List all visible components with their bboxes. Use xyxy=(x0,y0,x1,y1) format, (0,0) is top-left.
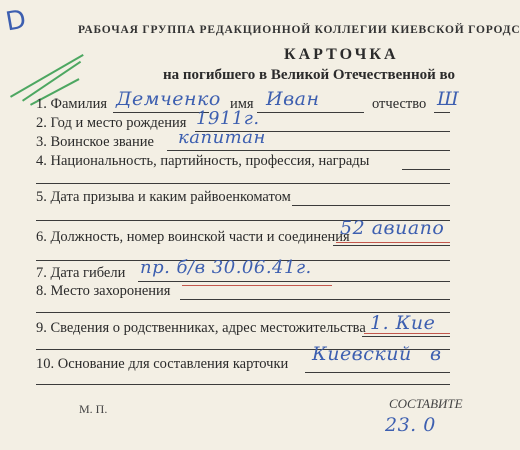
relatives-line xyxy=(362,336,450,337)
burial-line xyxy=(180,299,450,300)
patronymic-value: Ш xyxy=(437,88,460,110)
death-line xyxy=(138,281,450,282)
patronymic-label: отчество xyxy=(372,96,427,112)
nationality-label: 4. Национальность, партийность, профессия, награды xyxy=(36,153,370,169)
name-value: Иван xyxy=(266,88,320,110)
draft-line xyxy=(292,205,450,206)
birth-value: 1911г. xyxy=(196,108,260,129)
surname-label: 1. Фамилия xyxy=(36,96,107,112)
relatives-value: 1. Кие xyxy=(370,312,436,334)
unit-red-underline xyxy=(336,242,450,243)
composed-label: СОСТАВИТЕ xyxy=(389,396,463,411)
basis-value-cont: в xyxy=(430,343,442,365)
basis-value: Киевский xyxy=(312,343,412,365)
composed-date: 23. 0 xyxy=(385,414,436,436)
basis-line-2 xyxy=(36,384,450,385)
death-label: 7. Дата гибели xyxy=(36,265,126,281)
name-line xyxy=(257,112,364,113)
basis-label: 10. Основание для составления карточки xyxy=(36,356,289,372)
name-label: имя xyxy=(230,96,254,112)
rank-line xyxy=(167,150,450,151)
patronymic-line xyxy=(434,112,450,113)
rank-value: капитан xyxy=(178,127,266,148)
surname-value: Демченко xyxy=(116,88,221,110)
death-value: пр. б/в 30.06.41г. xyxy=(140,257,312,278)
green-pen-stroke xyxy=(10,54,84,98)
stamp-place-label: М. П. xyxy=(79,402,108,416)
nationality-line xyxy=(402,169,450,170)
burial-label: 8. Место захоронения xyxy=(36,283,171,299)
unit-label: 6. Должность, номер воинской части и соединения xyxy=(36,229,350,245)
birth-label: 2. Год и место рождения xyxy=(36,115,187,131)
organization-header: РАБОЧАЯ ГРУППА РЕДАКЦИОННОЙ КОЛЛЕГИИ КИЕВСКОЙ ГОРОДС xyxy=(78,24,520,36)
card-title: КАРТОЧКА xyxy=(284,46,399,63)
draft-label: 5. Дата призыва и каким райвоенкоматом xyxy=(36,189,291,205)
surname-line xyxy=(113,112,209,113)
death-red-underline xyxy=(182,285,332,286)
card-subtitle: на погибшего в Великой Отечественной во xyxy=(163,67,455,83)
unit-value: 52 авиапо xyxy=(340,217,445,239)
relatives-label: 9. Сведения о родственниках, адрес местожительства xyxy=(36,320,366,336)
rank-label: 3. Воинское звание xyxy=(36,134,154,150)
nationality-line-2 xyxy=(36,183,450,184)
corner-mark: D xyxy=(3,4,29,38)
unit-line xyxy=(333,245,450,246)
basis-line xyxy=(305,372,450,373)
relatives-red-underline xyxy=(364,333,450,334)
